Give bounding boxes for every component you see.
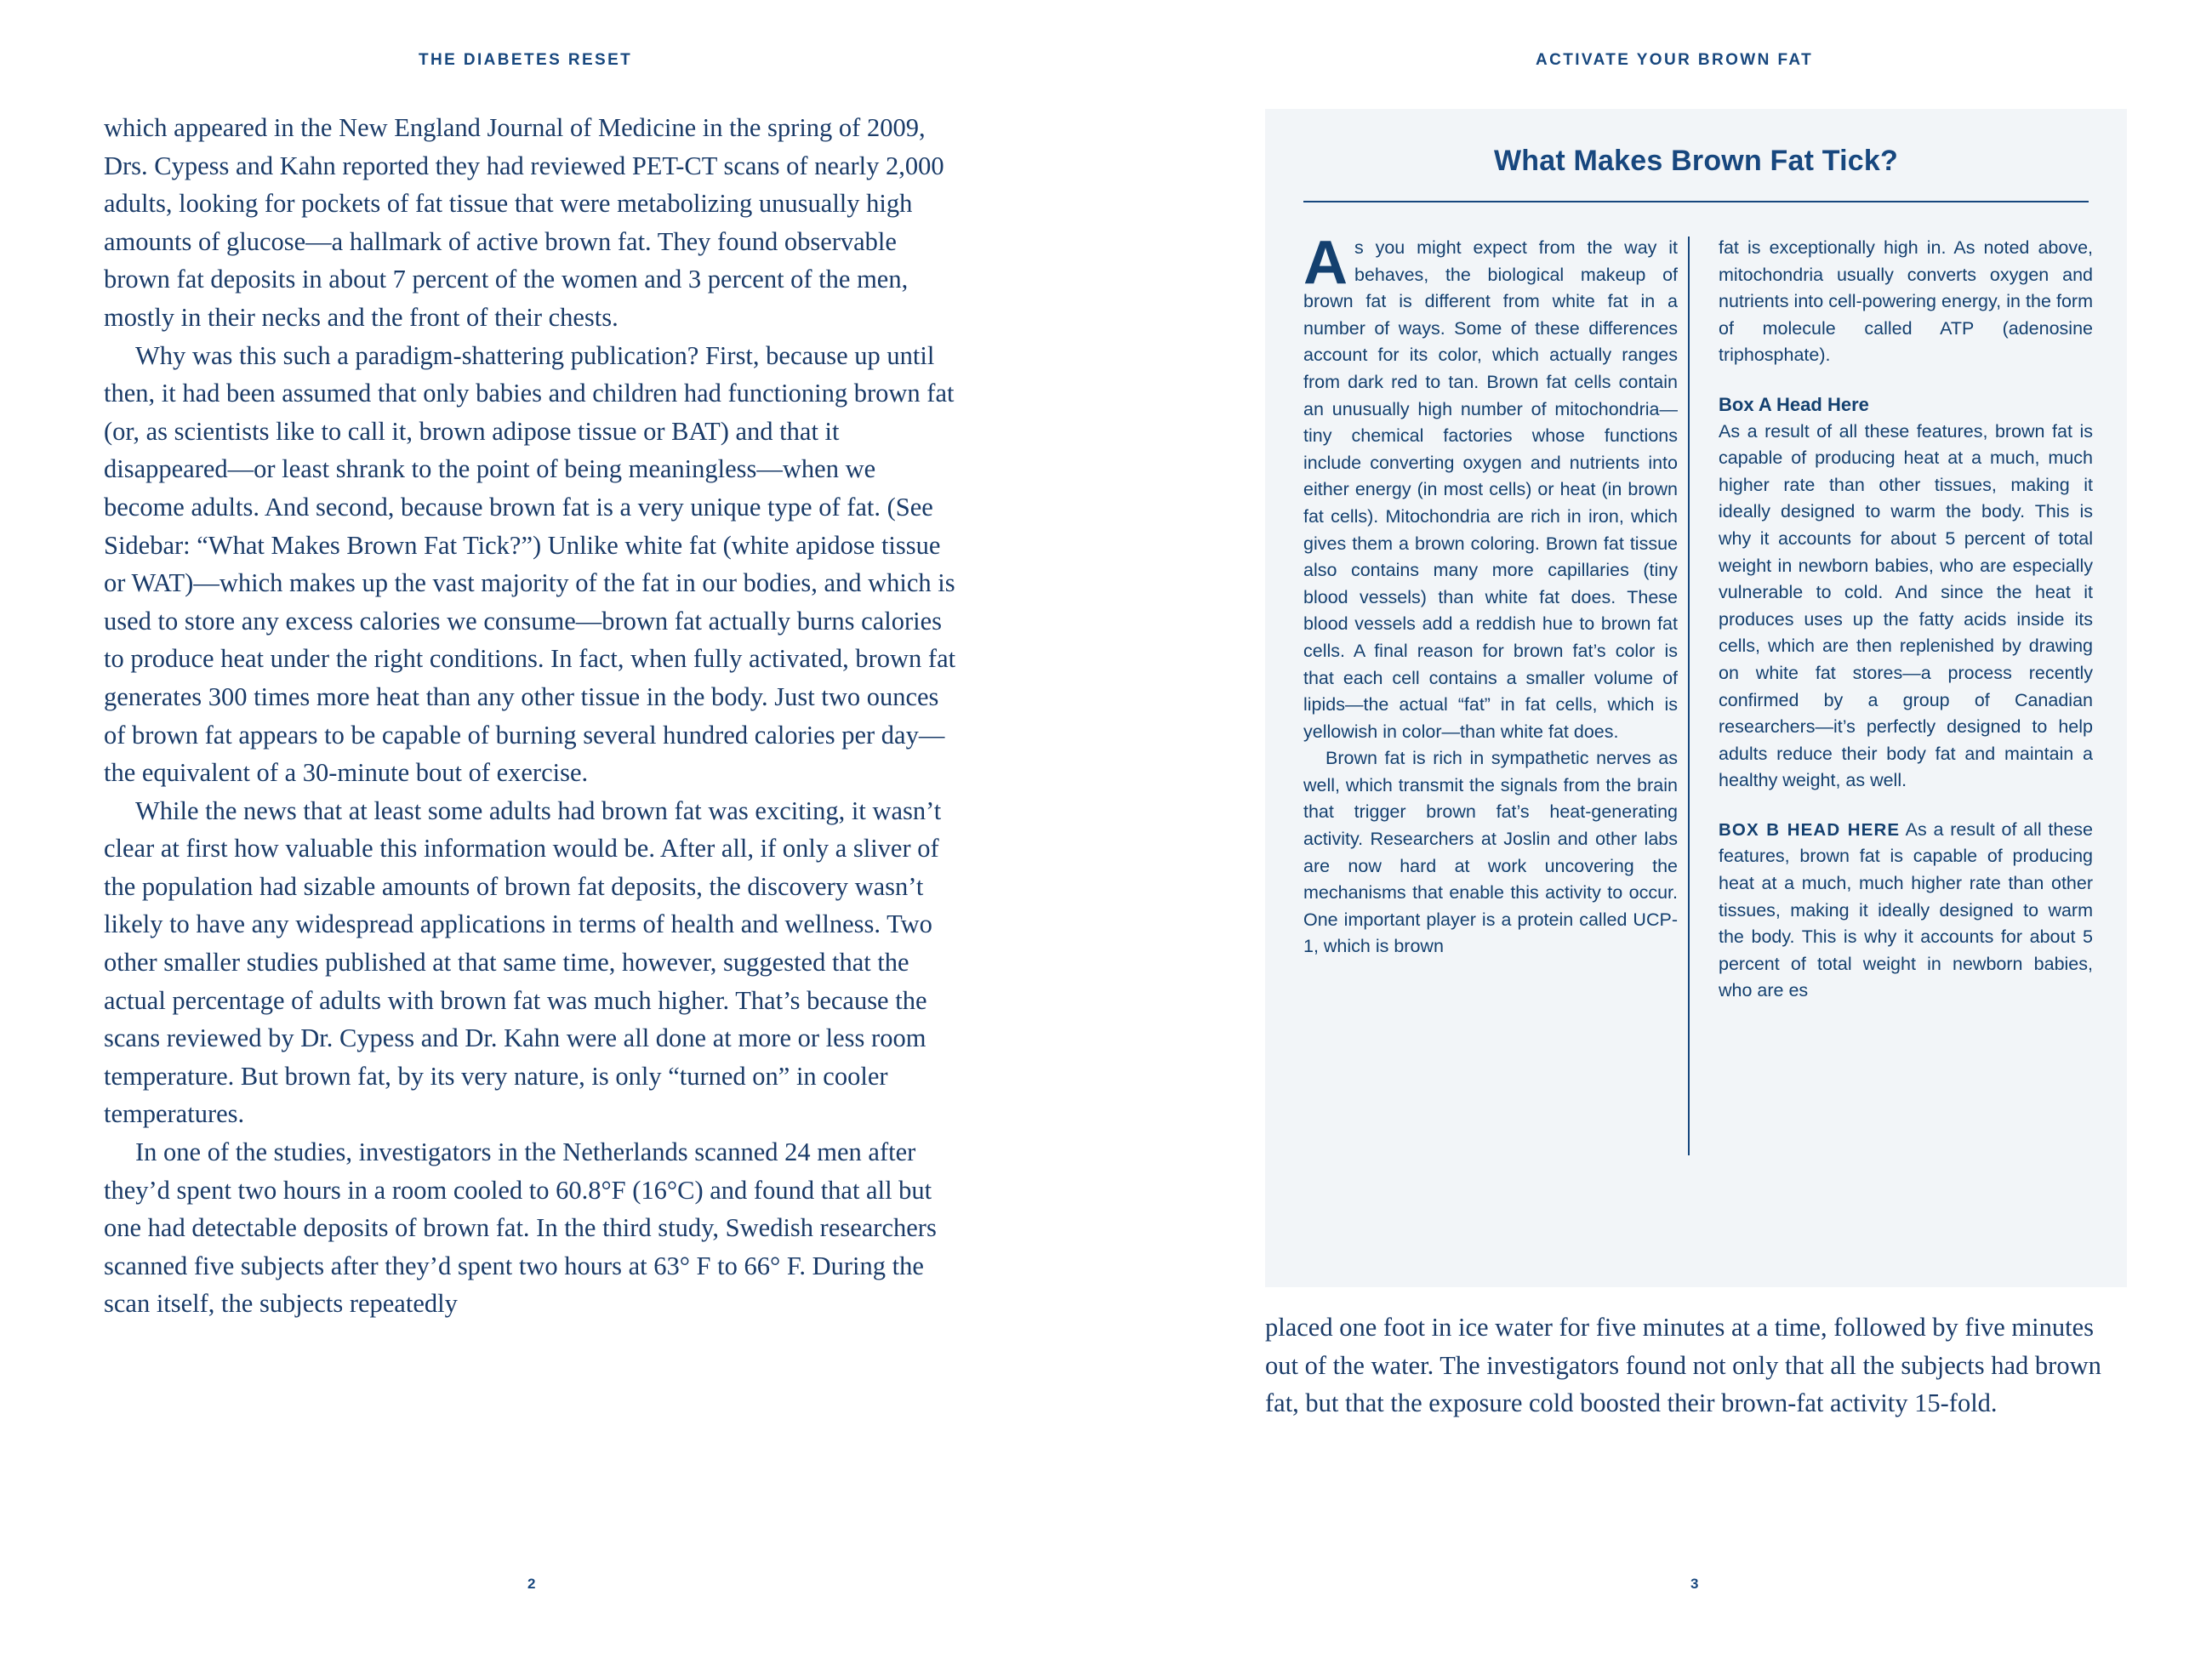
sidebar-title: What Makes Brown Fat Tick? <box>1494 145 1898 177</box>
sidebar-paragraph: fat is exceptionally high in. As noted above, mitochondria usually converts oxygen and nutrients into cell-powering energy, in the form of molecule called ATP (adenosine triphosphate). <box>1719 237 2093 366</box>
sidebar-runin-head-b: BOX B HEAD HERE <box>1719 819 1901 840</box>
paragraph: While the news that at least some adults had brown fat was exciting, it wasn’t clear at first how valuable this information would be. After all, if only a sliver of the population had sizable amounts of brown fat deposits, the discovery wasn’t likely to have any widespread applications in terms of health and wellness. Two other smaller studies published at that same time, however, suggested that the actual percentage of adults with brown fat was much higher. That’s because the scans reviewed by Dr. Cypess and Dr. Kahn were all done at more or less room temperature. But brown fat, by its very nature, is only “turned on” in cooler temperatures. <box>104 795 942 1129</box>
sidebar-rule <box>1303 201 2089 202</box>
sidebar-column-divider <box>1688 237 1690 1155</box>
paragraph: placed one foot in ice water for five minutes at a time, followed by five minutes out of the water. The investigators found not only that all the subjects had brown fat, but that the exposure cold boosted their brown-fat activity 15-fold. <box>1265 1313 2101 1418</box>
sidebar-paragraph-text: As a result of all these features, brown fat is capable of producing heat at a much, much higher rate than other tissues, making it ideally designed to warm the body. This is why it accounts for about 5 percent of total weight in newborn babies, who are es <box>1719 818 2094 1001</box>
sidebar-column-2 <box>1719 235 2093 1005</box>
sidebar-paragraph-text: s you might expect from the way it behaves, the biological makeup of brown fat is different from white fat in a number of ways. Some of these differences account for its color, which actually ranges from dark red to tan. Brown fat cells contain an unusually high number of mitochondria—tiny chemical factories whose functions include converting oxygen and nutrients into either energy (in most cells) or heat (in brown fat cells). Mitochondria are rich in iron, which gives them a brown coloring. Brown fat tissue also contains many more capillaries (tiny blood vessels) than white fat does. These blood vessels add a reddish hue to brown fat cells. A final reason for brown fat’s color is that each cell contains a smaller volume of lipids—the actual “fat” in fat cells, which is yellowish in color—than white fat does. <box>1303 237 1678 742</box>
paragraph: In one of the studies, investigators in the Netherlands scanned 24 men after they’d spent two hours in a room cooled to 60.8°F (16°C) and found that all but one had detectable deposits of brown fat. In the third study, Swedish researchers scanned five subjects after they’d spent two hours at 63° F to 66° F. During the scan itself, the subjects repeatedly <box>104 1137 937 1319</box>
paragraph: Why was this such a paradigm-shattering publication? First, because up until then, it had been assumed that only babies and children had functioning brown fat (or, as scientists like to call it, brown adipose tissue or BAT) and that it disappeared—or least shrank to the point of being meaningless—when we become adults. And second, because brown fat is a very unique type of fat. (See Sidebar: “What Makes Brown Fat Tick?”) Unlike white fat (white apidose tissue or WAT)—which makes up the vast majority of the fat in our bodies, and which is used to store any excess calories we consume—brown fat actually burns calories to produce heat under the right conditions. In fact, when fully activated, brown fat generates 300 times more heat than any other tissue in the body. Just two ounces of brown fat appears to be capable of burning several hundred calories per day—the equivalent of a 30-minute bout of exercise. <box>104 340 956 788</box>
running-head-right: ACTIVATE YOUR BROWN FAT <box>1536 51 1814 69</box>
sidebar-box <box>1265 109 2127 1287</box>
sidebar-paragraph-with-runin <box>1719 795 2093 1005</box>
running-head-left: THE DIABETES RESET <box>419 51 633 69</box>
sidebar-subhead-a: Box A Head Here <box>1719 393 1869 415</box>
folio-right: 3 <box>1690 1576 1699 1592</box>
drop-cap: A <box>1303 229 1348 297</box>
right-page-body <box>1265 1308 2122 1422</box>
sidebar-paragraph: As a result of all these features, brown fat is capable of producing heat at a much, much higher rate than other tissues, making it ideally designed to warm the body. This is why it accounts for about 5 percent of total weight in newborn babies, who are especially vulnerable to cold. And since the heat it produces uses up the fatty acids inside its cells, which are then replenished by drawing on white fat stores—a process recently confirmed by a group of Canadian researchers—it’s perfectly designed to help adults reduce their body fat and maintain a healthy weight, as well. <box>1719 420 2093 791</box>
folio-left: 2 <box>527 1576 536 1592</box>
sidebar-column-1 <box>1303 229 1678 961</box>
left-page-body <box>104 109 961 1323</box>
paragraph: which appeared in the New England Journal of Medicine in the spring of 2009, Drs. Cypess and Kahn reported they had reviewed PET-CT scans of nearly 2,000 adults, looking for pockets of fat tissue that were metabolizing unusually high amounts of glucose—a hallmark of active brown fat. They found observable brown fat deposits in about 7 percent of the women and 3 percent of the men, mostly in their necks and the front of their chests. <box>104 113 944 332</box>
sidebar-paragraph <box>1303 229 1678 745</box>
sidebar-paragraph: Brown fat is rich in sympathetic nerves as well, which transmit the signals from the brain that trigger brown fat’s heat-generating activity. Researchers at Joslin and other labs are now hard at work uncovering the mechanisms that enable this activity to occur. One important player is a protein called UCP-1, which is brown <box>1303 748 1678 957</box>
